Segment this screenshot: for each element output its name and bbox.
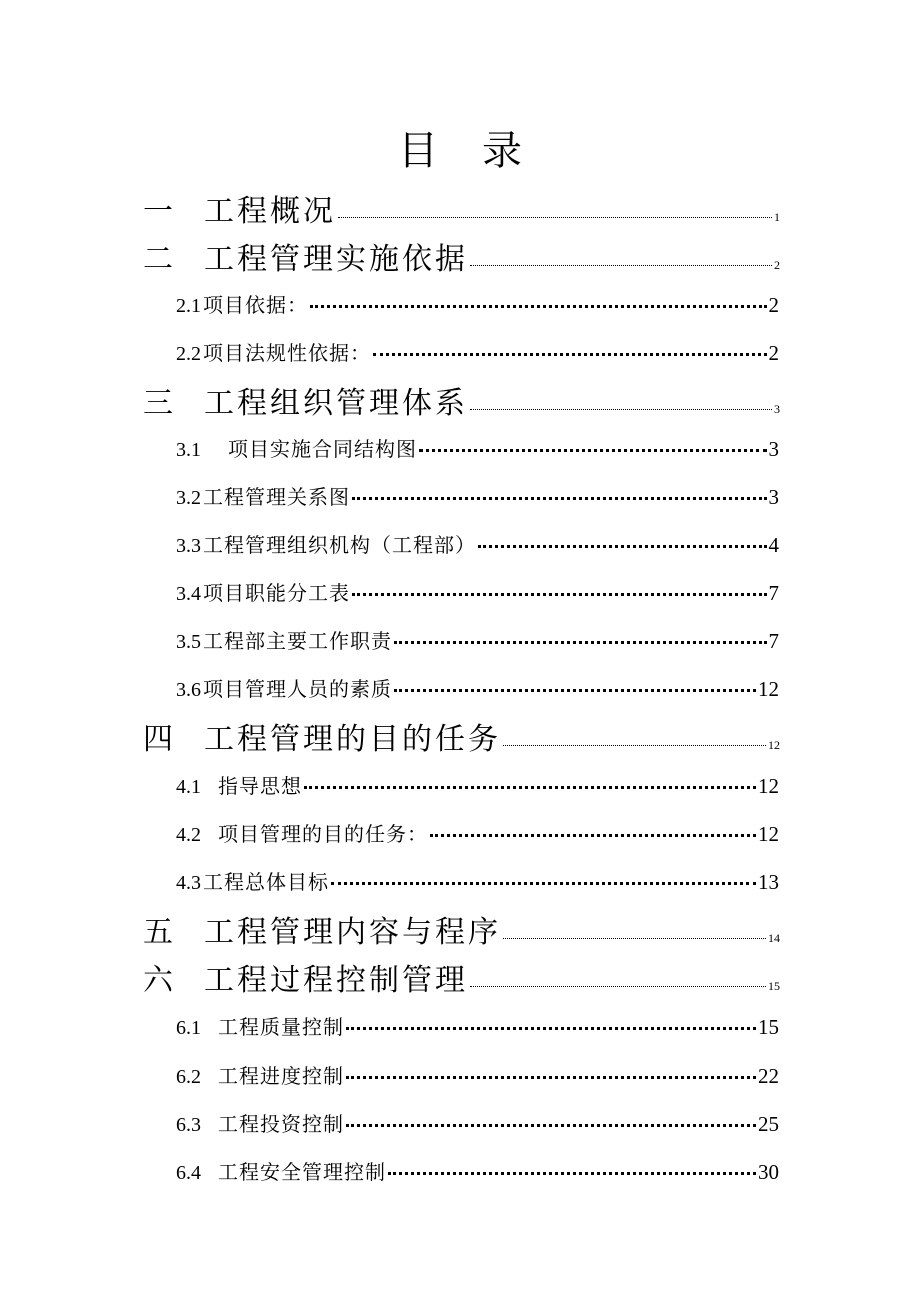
toc-number: 6.1 bbox=[176, 1017, 201, 1039]
toc-number: 3.5 bbox=[176, 631, 201, 653]
toc-entry-section-6-3[interactable] bbox=[176, 1110, 779, 1139]
toc-title: 项目实施合同结构图 bbox=[228, 439, 417, 461]
toc-title: 工程部主要工作职责 bbox=[203, 631, 392, 653]
toc-title: 工程总体目标 bbox=[203, 872, 329, 894]
toc-number: 3.6 bbox=[176, 679, 201, 701]
dot-leader bbox=[310, 305, 767, 308]
toc-page-number: 1 bbox=[774, 210, 780, 224]
toc-title: 工程过程控制管理 bbox=[204, 963, 468, 998]
toc-title: 项目管理人员的素质 bbox=[203, 679, 392, 701]
dot-leader bbox=[346, 1124, 756, 1127]
toc-entry-section-3-3[interactable] bbox=[176, 531, 779, 560]
dot-leader bbox=[394, 641, 767, 644]
dot-leader bbox=[394, 689, 756, 692]
toc-number: 4.2 bbox=[176, 824, 201, 846]
toc-page-number: 4 bbox=[768, 533, 779, 557]
dot-leader bbox=[388, 1172, 756, 1175]
toc-title: 工程管理组织机构（工程部） bbox=[203, 535, 476, 557]
toc-entry-section-6-4[interactable] bbox=[176, 1158, 779, 1187]
toc-page-number: 3 bbox=[768, 485, 779, 509]
toc-page-number: 3 bbox=[774, 402, 780, 416]
toc-page-number: 7 bbox=[768, 629, 779, 653]
toc-title: 项目法规性依据： bbox=[203, 343, 371, 365]
toc-number: 6.3 bbox=[176, 1114, 201, 1136]
toc-entry-section-4-1[interactable] bbox=[176, 772, 779, 801]
toc-page-number: 12 bbox=[758, 677, 779, 701]
toc-title: 项目职能分工表 bbox=[203, 583, 350, 605]
toc-title: 工程质量控制 bbox=[218, 1017, 344, 1039]
toc-entry-section-6-2[interactable] bbox=[176, 1062, 779, 1091]
toc-number: 二 bbox=[143, 242, 175, 277]
toc-entry-chapter-1[interactable] bbox=[143, 192, 780, 237]
page-title: 目录 bbox=[398, 128, 566, 174]
toc-entry-section-4-3[interactable] bbox=[176, 868, 779, 897]
toc-title: 工程管理的目的任务 bbox=[204, 722, 501, 757]
toc-page-number: 2 bbox=[768, 293, 779, 317]
toc-entry-section-4-2[interactable] bbox=[176, 820, 779, 849]
toc-entry-section-6-1[interactable] bbox=[176, 1013, 779, 1042]
toc-number: 6.2 bbox=[176, 1066, 201, 1088]
dot-leader bbox=[346, 1027, 756, 1030]
toc-title: 工程概况 bbox=[204, 194, 336, 229]
toc-title: 工程组织管理体系 bbox=[204, 386, 468, 421]
toc-page-number: 12 bbox=[768, 738, 780, 752]
toc-number: 4.3 bbox=[176, 872, 201, 894]
toc-page-number: 13 bbox=[758, 870, 779, 894]
toc-number: 4.1 bbox=[176, 776, 201, 798]
toc-number: 四 bbox=[143, 722, 175, 757]
dot-leader bbox=[352, 593, 767, 596]
toc-entry-chapter-4[interactable] bbox=[143, 720, 780, 765]
toc-number: 3.4 bbox=[176, 583, 201, 605]
dot-leader bbox=[352, 497, 767, 500]
toc-title: 项目管理的目的任务： bbox=[218, 824, 428, 846]
toc-entry-chapter-6[interactable] bbox=[143, 961, 780, 1006]
toc-entry-section-3-5[interactable] bbox=[176, 627, 779, 656]
toc-page-number: 15 bbox=[768, 979, 780, 993]
toc-page-number: 22 bbox=[758, 1064, 779, 1088]
toc-title: 工程进度控制 bbox=[218, 1066, 344, 1088]
toc-page-number: 30 bbox=[758, 1160, 779, 1184]
toc-number: 五 bbox=[143, 915, 175, 950]
toc-number: 六 bbox=[143, 963, 175, 998]
toc-title: 工程管理实施依据 bbox=[204, 242, 468, 277]
toc-entry-chapter-5[interactable] bbox=[143, 913, 780, 958]
toc-page-number: 2 bbox=[768, 341, 779, 365]
toc-entry-section-2-1[interactable] bbox=[176, 291, 779, 320]
toc-page-number: 12 bbox=[758, 822, 779, 846]
dot-leader bbox=[470, 409, 772, 410]
toc-title: 指导思想 bbox=[218, 776, 302, 798]
toc-number: 3.1 bbox=[176, 439, 201, 461]
toc-page-number: 3 bbox=[768, 437, 779, 461]
toc-entry-chapter-2[interactable] bbox=[143, 240, 780, 285]
dot-leader bbox=[503, 745, 766, 746]
toc-entry-section-3-1[interactable] bbox=[176, 435, 779, 464]
toc-entry-section-3-2[interactable] bbox=[176, 483, 779, 512]
toc-number: 一 bbox=[143, 194, 175, 229]
dot-leader bbox=[503, 938, 766, 939]
toc-number: 2.1 bbox=[176, 295, 201, 317]
toc-number: 3.3 bbox=[176, 535, 201, 557]
toc-entry-section-2-2[interactable] bbox=[176, 339, 779, 368]
dot-leader bbox=[470, 986, 766, 987]
toc-page-number: 25 bbox=[758, 1112, 779, 1136]
dot-leader bbox=[419, 449, 767, 452]
toc-title: 项目依据： bbox=[203, 295, 308, 317]
dot-leader bbox=[470, 265, 772, 266]
toc-title: 工程管理内容与程序 bbox=[204, 915, 501, 950]
toc-entry-chapter-3[interactable] bbox=[143, 384, 780, 429]
dot-leader bbox=[331, 882, 756, 885]
toc-page-number: 15 bbox=[758, 1015, 779, 1039]
toc-number: 6.4 bbox=[176, 1162, 201, 1184]
dot-leader bbox=[430, 834, 756, 837]
toc-page-number: 2 bbox=[774, 258, 780, 272]
toc-title: 工程安全管理控制 bbox=[218, 1162, 386, 1184]
dot-leader bbox=[373, 353, 767, 356]
toc-entry-section-3-6[interactable] bbox=[176, 675, 779, 704]
toc-number: 3.2 bbox=[176, 487, 201, 509]
toc-page-number: 14 bbox=[768, 931, 780, 945]
toc-number: 三 bbox=[143, 386, 175, 421]
dot-leader bbox=[338, 217, 772, 218]
dot-leader bbox=[478, 545, 767, 548]
toc-title: 工程投资控制 bbox=[218, 1114, 344, 1136]
toc-title: 工程管理关系图 bbox=[203, 487, 350, 509]
toc-page-number: 7 bbox=[768, 581, 779, 605]
dot-leader bbox=[346, 1076, 756, 1079]
toc-number: 2.2 bbox=[176, 343, 201, 365]
toc-entry-section-3-4[interactable] bbox=[176, 579, 779, 608]
toc-page-number: 12 bbox=[758, 774, 779, 798]
dot-leader bbox=[304, 786, 756, 789]
